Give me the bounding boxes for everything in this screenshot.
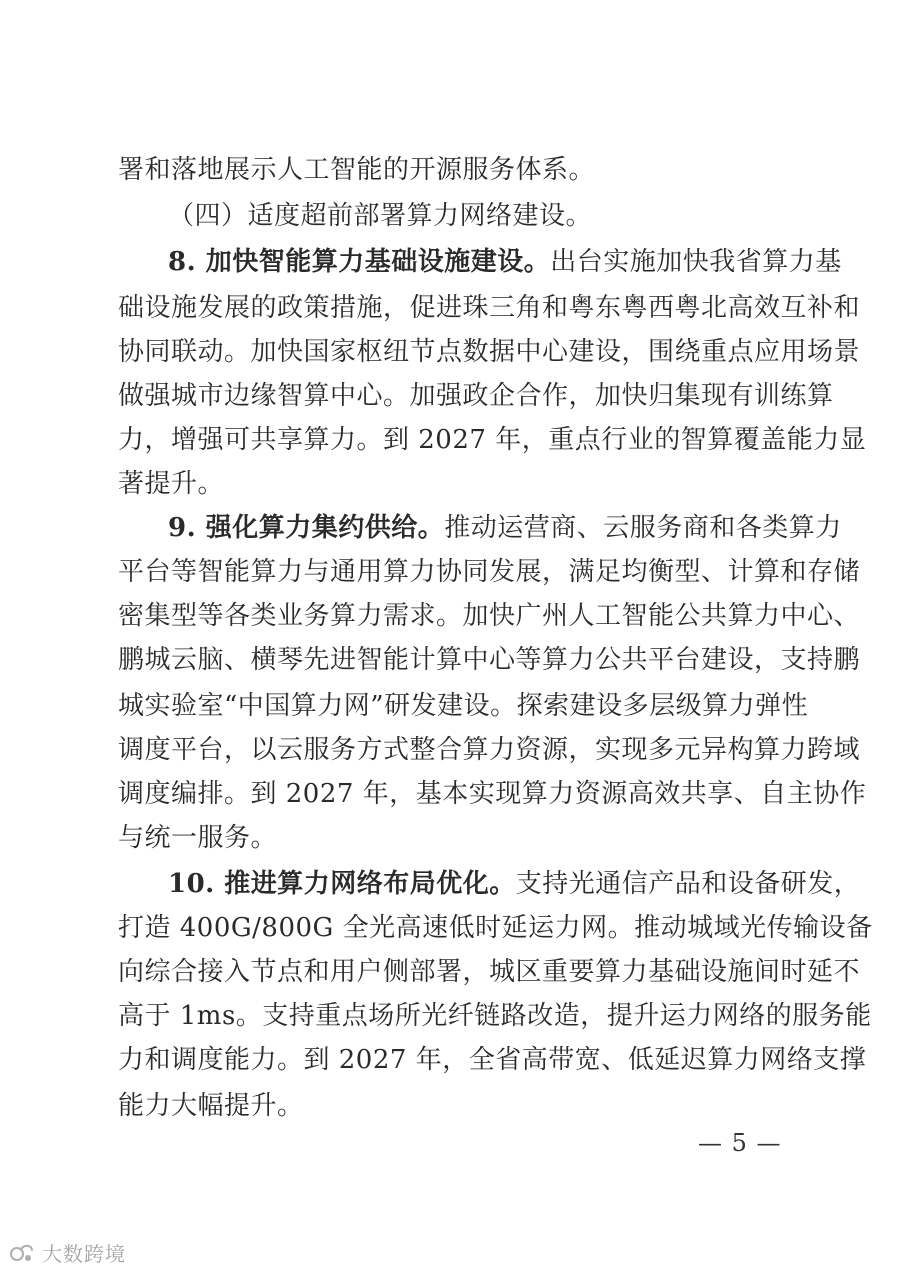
text-line: 向综合接入节点和用户侧部署，城区重要算力基础设施间时延不 [118, 957, 861, 987]
item-8-first-line [168, 244, 842, 280]
text-line: 高于 1ms。支持重点场所光纤链路改造，提升运力网络的服务能 [118, 1001, 872, 1031]
text-line: 鹏城云脑、横琴先进智能计算中心等算力公共平台建设，支持鹏 [118, 645, 861, 675]
text-line: 密集型等各类业务算力需求。加快广州人工智能公共算力中心、 [118, 601, 861, 631]
text-line: 力和调度能力。到 2027 年，全省高带宽、低延迟算力网络支撑 [118, 1045, 867, 1075]
text-line: 署和落地展示人工智能的开源服务体系。 [118, 155, 596, 185]
text-line: 平台等智能算力与通用算力协同发展，满足均衡型、计算和存储 [118, 557, 861, 587]
watermark [8, 1238, 126, 1266]
text-line: 城实验室“中国算力网”研发建设。探索建设多层级算力弹性 [118, 691, 809, 721]
item-9-title: 9. 强化算力集约供给。 [168, 513, 445, 543]
item-10-first-line [168, 866, 861, 902]
item-8-title: 8. 加快智能算力基础设施建设。 [168, 247, 551, 277]
text-line: 力，增强可共享算力。到 2027 年，重点行业的智算覆盖能力显 [118, 425, 867, 455]
text-line: 打造 400G/800G 全光高速低时延运力网。推动城域光传输设备 [118, 913, 873, 943]
item-9-first-line [168, 510, 842, 546]
item-9-text: 推动运营商、云服务商和各类算力 [444, 513, 842, 543]
text-line: 与统一服务。 [118, 823, 278, 853]
text-line: 调度编排。到 2027 年，基本实现算力资源高效共享、自主协作 [118, 779, 867, 809]
item-10-text: 支持光通信产品和设备研发， [515, 869, 861, 899]
brand-logo-icon [8, 1238, 36, 1266]
text-line: 础设施发展的政策措施，促进珠三角和粤东粤西粤北高效互补和 [118, 293, 861, 323]
page-number: — 5 — [698, 1129, 782, 1157]
text-line: 做强城市边缘智算中心。加强政企合作，加快归集现有训练算 [118, 381, 834, 411]
text-line: 协同联动。加快国家枢纽节点数据中心建设，围绕重点应用场景 [118, 337, 861, 367]
text-line: 著提升。 [118, 469, 225, 499]
text-line: 调度平台，以云服务方式整合算力资源，实现多元异构算力跨域 [118, 735, 861, 765]
item-10-title: 10. 推进算力网络布局优化。 [168, 869, 516, 899]
item-8-text: 出台实施加快我省算力基 [550, 247, 842, 277]
watermark-text: 大数跨境 [42, 1241, 126, 1266]
text-line: 能力大幅提升。 [118, 1091, 304, 1121]
section-heading: （四）适度超前部署算力网络建设。 [168, 201, 593, 231]
